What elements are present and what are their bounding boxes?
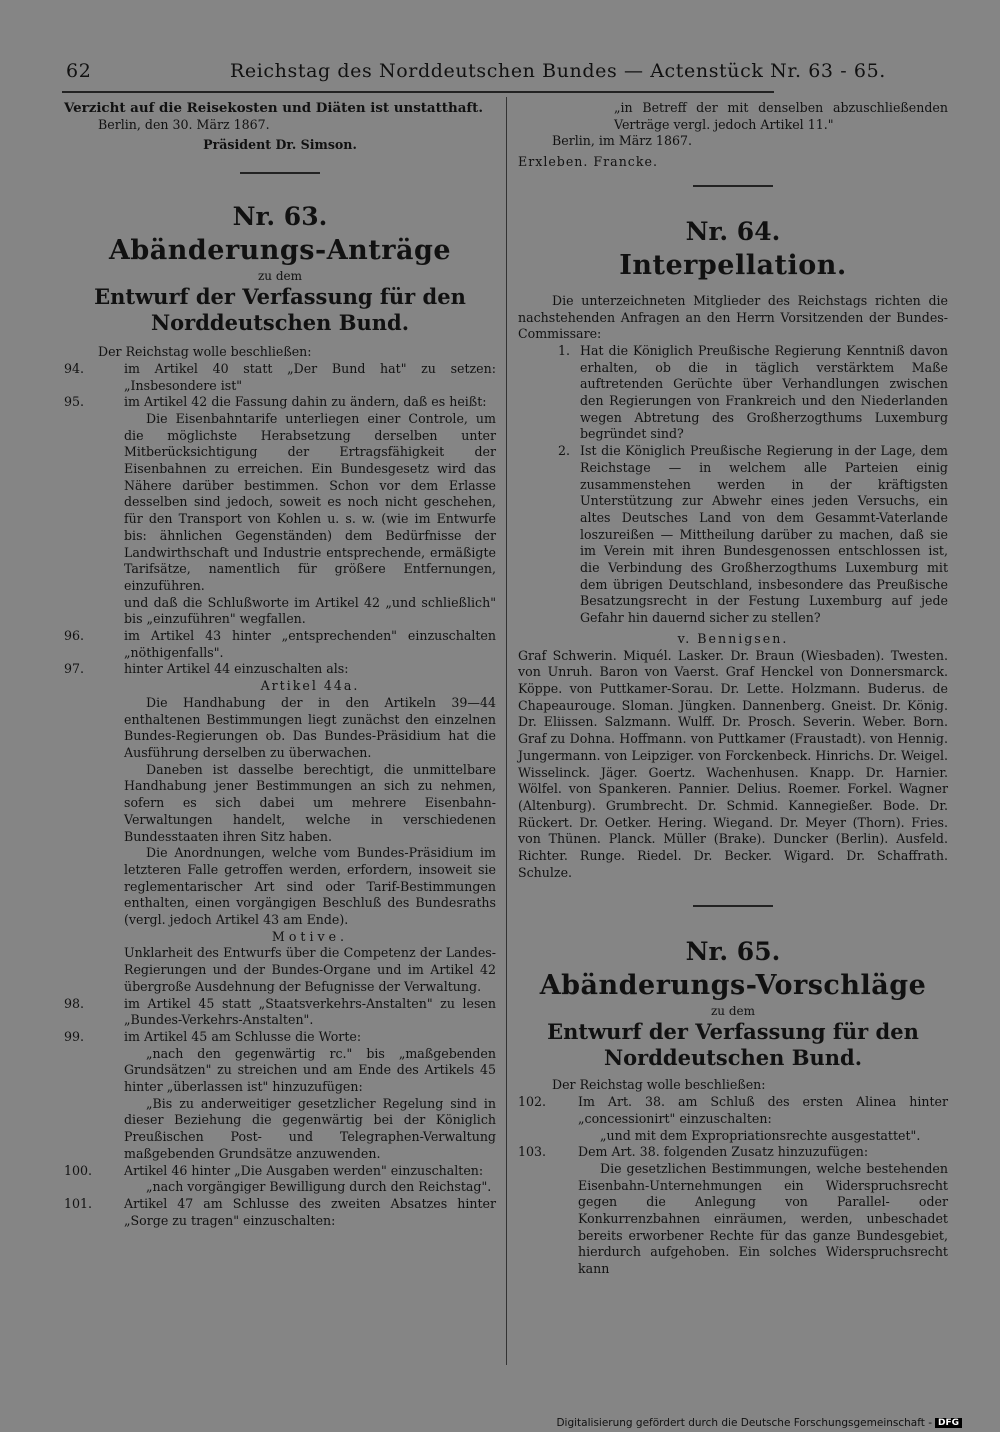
continued-text: „in Betreff der mit denselben abzuschließenden Verträge vergl. jedoch Artikel 11."	[614, 100, 948, 132]
list-item: 103. Dem Art. 38. folgenden Zusatz hinzuzufügen:	[518, 1144, 869, 1160]
signature: Erxleben. Francke.	[518, 154, 658, 170]
list-item: 1. Hat die Königlich Preußische Regierung Kenntniß davon erhalten, ob die in täglich verstärktem Maße auftretenden Gerüchte über Verhandlungen zwischen den Regierungen von Frankreich und den Niederlanden wegen Abtretung des Großherzogthums Luxemburg begründet sind?	[558, 342, 948, 442]
footer-text: Digitalisierung gefördert durch die Deutsche Forschungsgemeinschaft -	[556, 1417, 932, 1429]
article-44a-paragraph: Die Anordnungen, welche vom Bundes-Präsidium im letzteren Falle getroffen werden, erfordern, insoweit sie reglementarischer Art sind oder Tarif-Bestimmungen enthalten, einen vorgängigen Beschluß des Bundesraths (vergl. jedoch Artikel 43 am Ende).	[124, 845, 496, 928]
after-95: und daß die Schlußworte im Artikel 42 „und schließlich" bis „einzuführen" wegfallen.	[124, 594, 496, 627]
nr63-number: Nr. 63.	[232, 202, 328, 232]
section-separator	[240, 172, 320, 174]
running-title: Reichstag des Norddeutschen Bundes — Actenstück Nr. 63 - 65.	[230, 60, 886, 82]
list-item: 102. Im Art. 38. am Schluß des ersten Alinea hinter „concessionirt" einzuschalten:	[518, 1094, 948, 1126]
nr65-zu-dem: zu dem	[710, 1004, 756, 1019]
list-item: 94. im Artikel 40 statt „Der Bund hat" zu setzen: „Insbesondere ist"	[64, 360, 496, 393]
page-header	[62, 58, 886, 86]
nr64-intro: Die unterzeichneten Mitglieder des Reichstags richten die nachstehenden Anfragen an den Herrn Vorsitzenden der Bundes-Commissare:	[518, 292, 948, 342]
left-column	[64, 100, 496, 1229]
nr65-opening: Der Reichstag wolle beschließen:	[552, 1077, 766, 1093]
list-item: 95. im Artikel 42 die Fassung dahin zu ändern, daß es heißt:	[64, 394, 487, 410]
signers-list: Graf Schwerin. Miquél. Lasker. Dr. Braun (Wiesbaden). Twesten. von Unruh. Baron von Vaerst. Graf Henckel von Donnersmarck. Köppe. von Puttkamer-Sorau. Dr. Lette. Holzmann. Buderus. de Chapeaurouge. Sloman. Jüngken. Dannenberg. Gneist. Dr. König. Dr. Eliissen. Salzmann. Wulff. Dr. Prosch. Severin. Weber. Born. Graf zu Dohna. Hoffmann. von Puttkamer (Fraustadt). von Hennig. Jungermann. von Leipziger. von Forckenbeck. Hinrichs. Dr. Weigel. Wisselinck. Jäger. Goertz. Wachenhusen. Knapp. Dr. Harnier. Wölfel. von Spankeren. Pannier. Delius. Roemer. Forkel. Wagner (Altenburg). Grumbrecht. Dr. Schmid. Kannegießer. Bode. Dr. Rückert. Dr. Oetker. Hering. Wiegand. Dr. Meyer (Thorn). Fries. von Thünen. Planck. Müller (Brake). Duncker (Berlin). Ausfeld. Richter. Runge. Riedel. Dr. Becker. Wigard. Dr. Schaffrath. Schulze.	[518, 647, 948, 880]
nr63-subtitle: Entwurf der Verfassung für den Norddeutschen Bund.	[94, 284, 466, 336]
nr65-title: Abänderungs-Vorschläge	[539, 970, 927, 1002]
article-44a-paragraph: Die Handhabung der in den Artikeln 39—44 enthaltenen Bestimmungen liegt zunächst den einzelnen Bundes-Regierungen ob. Das Bundes-Präsidium hat die Ausführung derselben zu überwachen.	[124, 694, 496, 760]
nr63-zu-dem: zu dem	[257, 269, 303, 284]
place-date: Berlin, im März 1867.	[552, 133, 692, 149]
column-divider	[506, 97, 507, 1365]
nr64-number: Nr. 64.	[685, 216, 781, 246]
nr64-title: Interpellation.	[619, 249, 847, 281]
list-item: 99. im Artikel 45 am Schlusse die Worte:	[64, 1028, 362, 1044]
list-item: 96. im Artikel 43 hinter „entsprechenden" einzuschalten „nöthigenfalls".	[64, 628, 496, 660]
header-rule	[62, 91, 774, 93]
section-separator	[693, 185, 773, 187]
motive-text: Unklarheit des Entwurfs über die Competenz der Landes-Regierungen und der Bundes-Organe und im Artikel 42 übergroße Ausdehnung der Befugnisse der Verwaltung.	[124, 945, 496, 994]
item-99-quote: „Bis zu anderweitiger gesetzlicher Regelung sind in dieser Beziehung die gegenwärtig bei der Königlich Preußischen Post- und Telegraphen-Verwaltung maßgebenden Grundsätze anzuwenden.	[124, 1095, 496, 1161]
article-44a-heading: Artikel 44a.	[260, 678, 360, 694]
page-number: 62	[66, 60, 92, 82]
right-column	[518, 100, 948, 1278]
footer-credit	[556, 1417, 962, 1429]
list-item: 97. hinter Artikel 44 einzuschalten als:	[64, 661, 349, 677]
list-item: 101. Artikel 47 am Schlusse des zweiten Absatzes hinter „Sorge zu tragen" einzuschalten:	[64, 1195, 496, 1228]
article-44a-paragraph: Daneben ist dasselbe berechtigt, die unmittelbare Handhabung jener Bestimmungen an sich zu nehmen, sofern es sich dabei um mehrere Eisenbahn-Verwaltungen handelt, welche in verschiedenen Bundesstaaten ihren Sitz haben.	[124, 761, 496, 844]
nr63-opening: Der Reichstag wolle beschließen:	[98, 344, 312, 360]
list-item: 2. Ist die Königlich Preußische Regierung in der Lage, dem Reichstage — in welchem alle Parteien einig zusammenstehen werden in der kräftigsten Unterstützung zur Abwehr eines jeden Versuchs, ein altes Deutsches Land von dem Gesammt-Vaterlande loszureißen — Mittheilung darüber zu machen, daß sie im Verein mit ihren Bundesgenossen entschlossen ist, die Verbindung des Großherzogthums Luxemburg mit dem übrigen Deutschland, insbesondere das Preußische Besatzungsrecht in der Festung Luxemburg auf jede Gefahr hin dauernd sicher zu stellen?	[558, 443, 948, 626]
item-103-quote: Die gesetzlichen Bestimmungen, welche bestehenden Eisenbahn-Unternehmungen ein Widerspruchsrecht gegen die Anlegung von Parallel- oder Konkurrenzbahnen einräumen, werden, unbeschadet bereits erworbener Rechte für das ganze Bundesgebiet, hierdurch aufgehoben. Ein solches Widerspruchsrecht kann	[578, 1160, 948, 1277]
dfg-logo: DFG	[935, 1418, 962, 1428]
list-item: 100. Artikel 46 hinter „Die Ausgaben werden" einzuschalten:	[64, 1162, 484, 1178]
nr65-subtitle: Entwurf der Verfassung für den Norddeutschen Bund.	[547, 1019, 919, 1071]
section-separator	[693, 905, 773, 907]
item-99-detail: „nach den gegenwärtig rc." bis „maßgebenden Grundsätzen" zu streichen und am Ende des Artikels 45 hinter „überlassen ist" hinzuzufügen:	[124, 1045, 496, 1095]
place-date: Berlin, den 30. März 1867.	[98, 116, 270, 132]
item-102-quote: „und mit dem Expropriationsrechte ausgestattet".	[600, 1127, 921, 1143]
nr63-title: Abänderungs-Anträge	[108, 235, 452, 267]
list-item: 98. im Artikel 45 statt „Staatsverkehrs-Anstalten" zu lesen „Bundes-Verkehrs-Anstalten".	[64, 995, 496, 1028]
quote-95: Die Eisenbahntarife unterliegen einer Controle, um die möglichste Herabsetzung derselben unter Mitberücksichtigung der Ertragsfähigkeit der Eisenbahnen zu erreichen. Ein Bundesgesetz wird das Nähere darüber bestimmen. Schon vor dem Erlasse desselben sind jedoch, soweit es noch nicht geschehen, für den Transport von Kohlen u. s. w. (wie im Entwurfe bis: ähnlichen Gegenständen) dem Bedürfnisse der Landwirthschaft und Industrie entsprechende, ermäßigte Tarifsätze, namentlich für größere Entfernungen, einzuführen.	[124, 410, 496, 593]
lead-signer: v. Bennigsen.	[677, 630, 789, 646]
motive-heading: Motive.	[271, 928, 349, 944]
intro-bold-text: Verzicht auf die Reisekosten und Diäten ist unstatthaft.	[64, 100, 483, 116]
signature: Präsident Dr. Simson.	[203, 137, 357, 153]
item-100-quote: „nach vorgängiger Bewilligung durch den Reichstag".	[146, 1179, 492, 1195]
nr65-number: Nr. 65.	[685, 937, 781, 967]
